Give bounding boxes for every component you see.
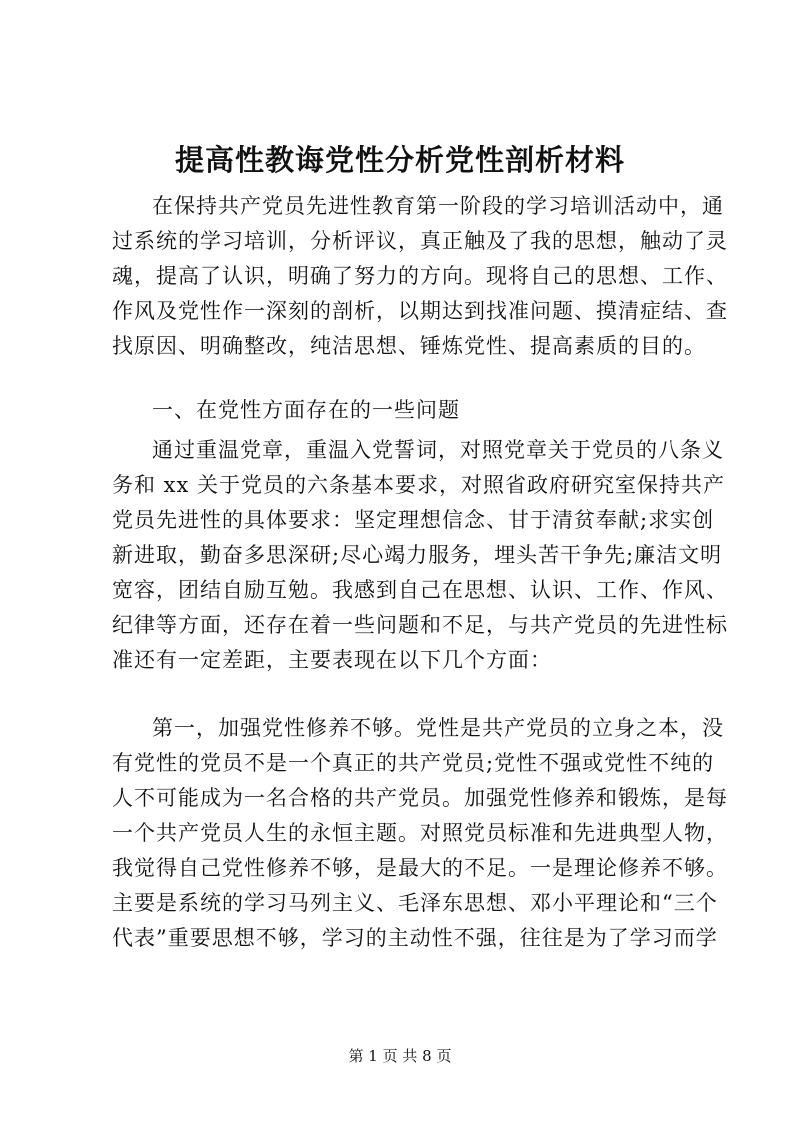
body-line-11: 纪律等方面，还存在着一些问题和不足，与共产党员的先进性标 [112,613,728,637]
body-line-15: 人不可能成为一名合格的共产党员。加强党性修养和锻炼，是每 [112,786,728,810]
body-line-19: 代表”重要思想不够，学习的主动性不强，往往是为了学习而学 [112,926,718,950]
body-line-16: 一个共产党员人生的永恒主题。对照党员标准和先进典型人物， [112,821,728,845]
body-line-6: 通过重温党章，重温入党誓词，对照党章关于党员的八条义 [152,438,724,462]
body-line-17: 我觉得自己党性修养不够，是最大的不足。一是理论修养不够。 [112,856,728,880]
body-line-2: 过系统的学习培训，分析评议，真正触及了我的思想，触动了灵 [112,229,728,253]
body-line-12: 准还有一定差距，主要表现在以下几个方面： [112,648,552,672]
body-line-5: 找原因、明确整改，纯洁思想、锤炼党性、提高素质的目的。 [112,334,706,358]
body-line-1: 在保持共产党员先进性教育第一阶段的学习培训活动中，通 [152,194,724,218]
body-line-14: 有党性的党员不是一个真正的共产党员;党性不强或党性不纯的 [112,751,715,775]
body-line-3: 魂，提高了认识，明确了努力的方向。现将自己的思想、工作、 [112,264,728,288]
body-line-10: 宽容，团结自励互勉。我感到自己在思想、认识、工作、作风、 [112,578,728,602]
section-heading-1: 一、在党性方面存在的一些问题 [152,398,460,422]
document-title: 提高性教诲党性分析党性剖析材料 [174,143,625,177]
body-line-7: 务和 xx 关于党员的六条基本要求，对照省政府研究室保持共产 [112,473,726,497]
body-line-13: 第一，加强党性修养不够。党性是共产党员的立身之本，没 [152,716,724,740]
body-line-9: 新进取，勤奋多思深研;尽心竭力服务，埋头苦干争先;廉洁文明 [112,543,723,567]
body-line-8: 党员先进性的具体要求：坚定理想信念、甘于清贫奉献;求实创 [112,508,715,532]
body-line-18: 主要是系统的学习马列主义、毛泽东思想、邓小平理论和“三个 [112,891,718,915]
body-line-4: 作风及党性作一深刻的剖析，以期达到找准问题、摸清症结、查 [112,299,728,323]
page-footer: 第 1 页 共 8 页 [348,1047,452,1065]
